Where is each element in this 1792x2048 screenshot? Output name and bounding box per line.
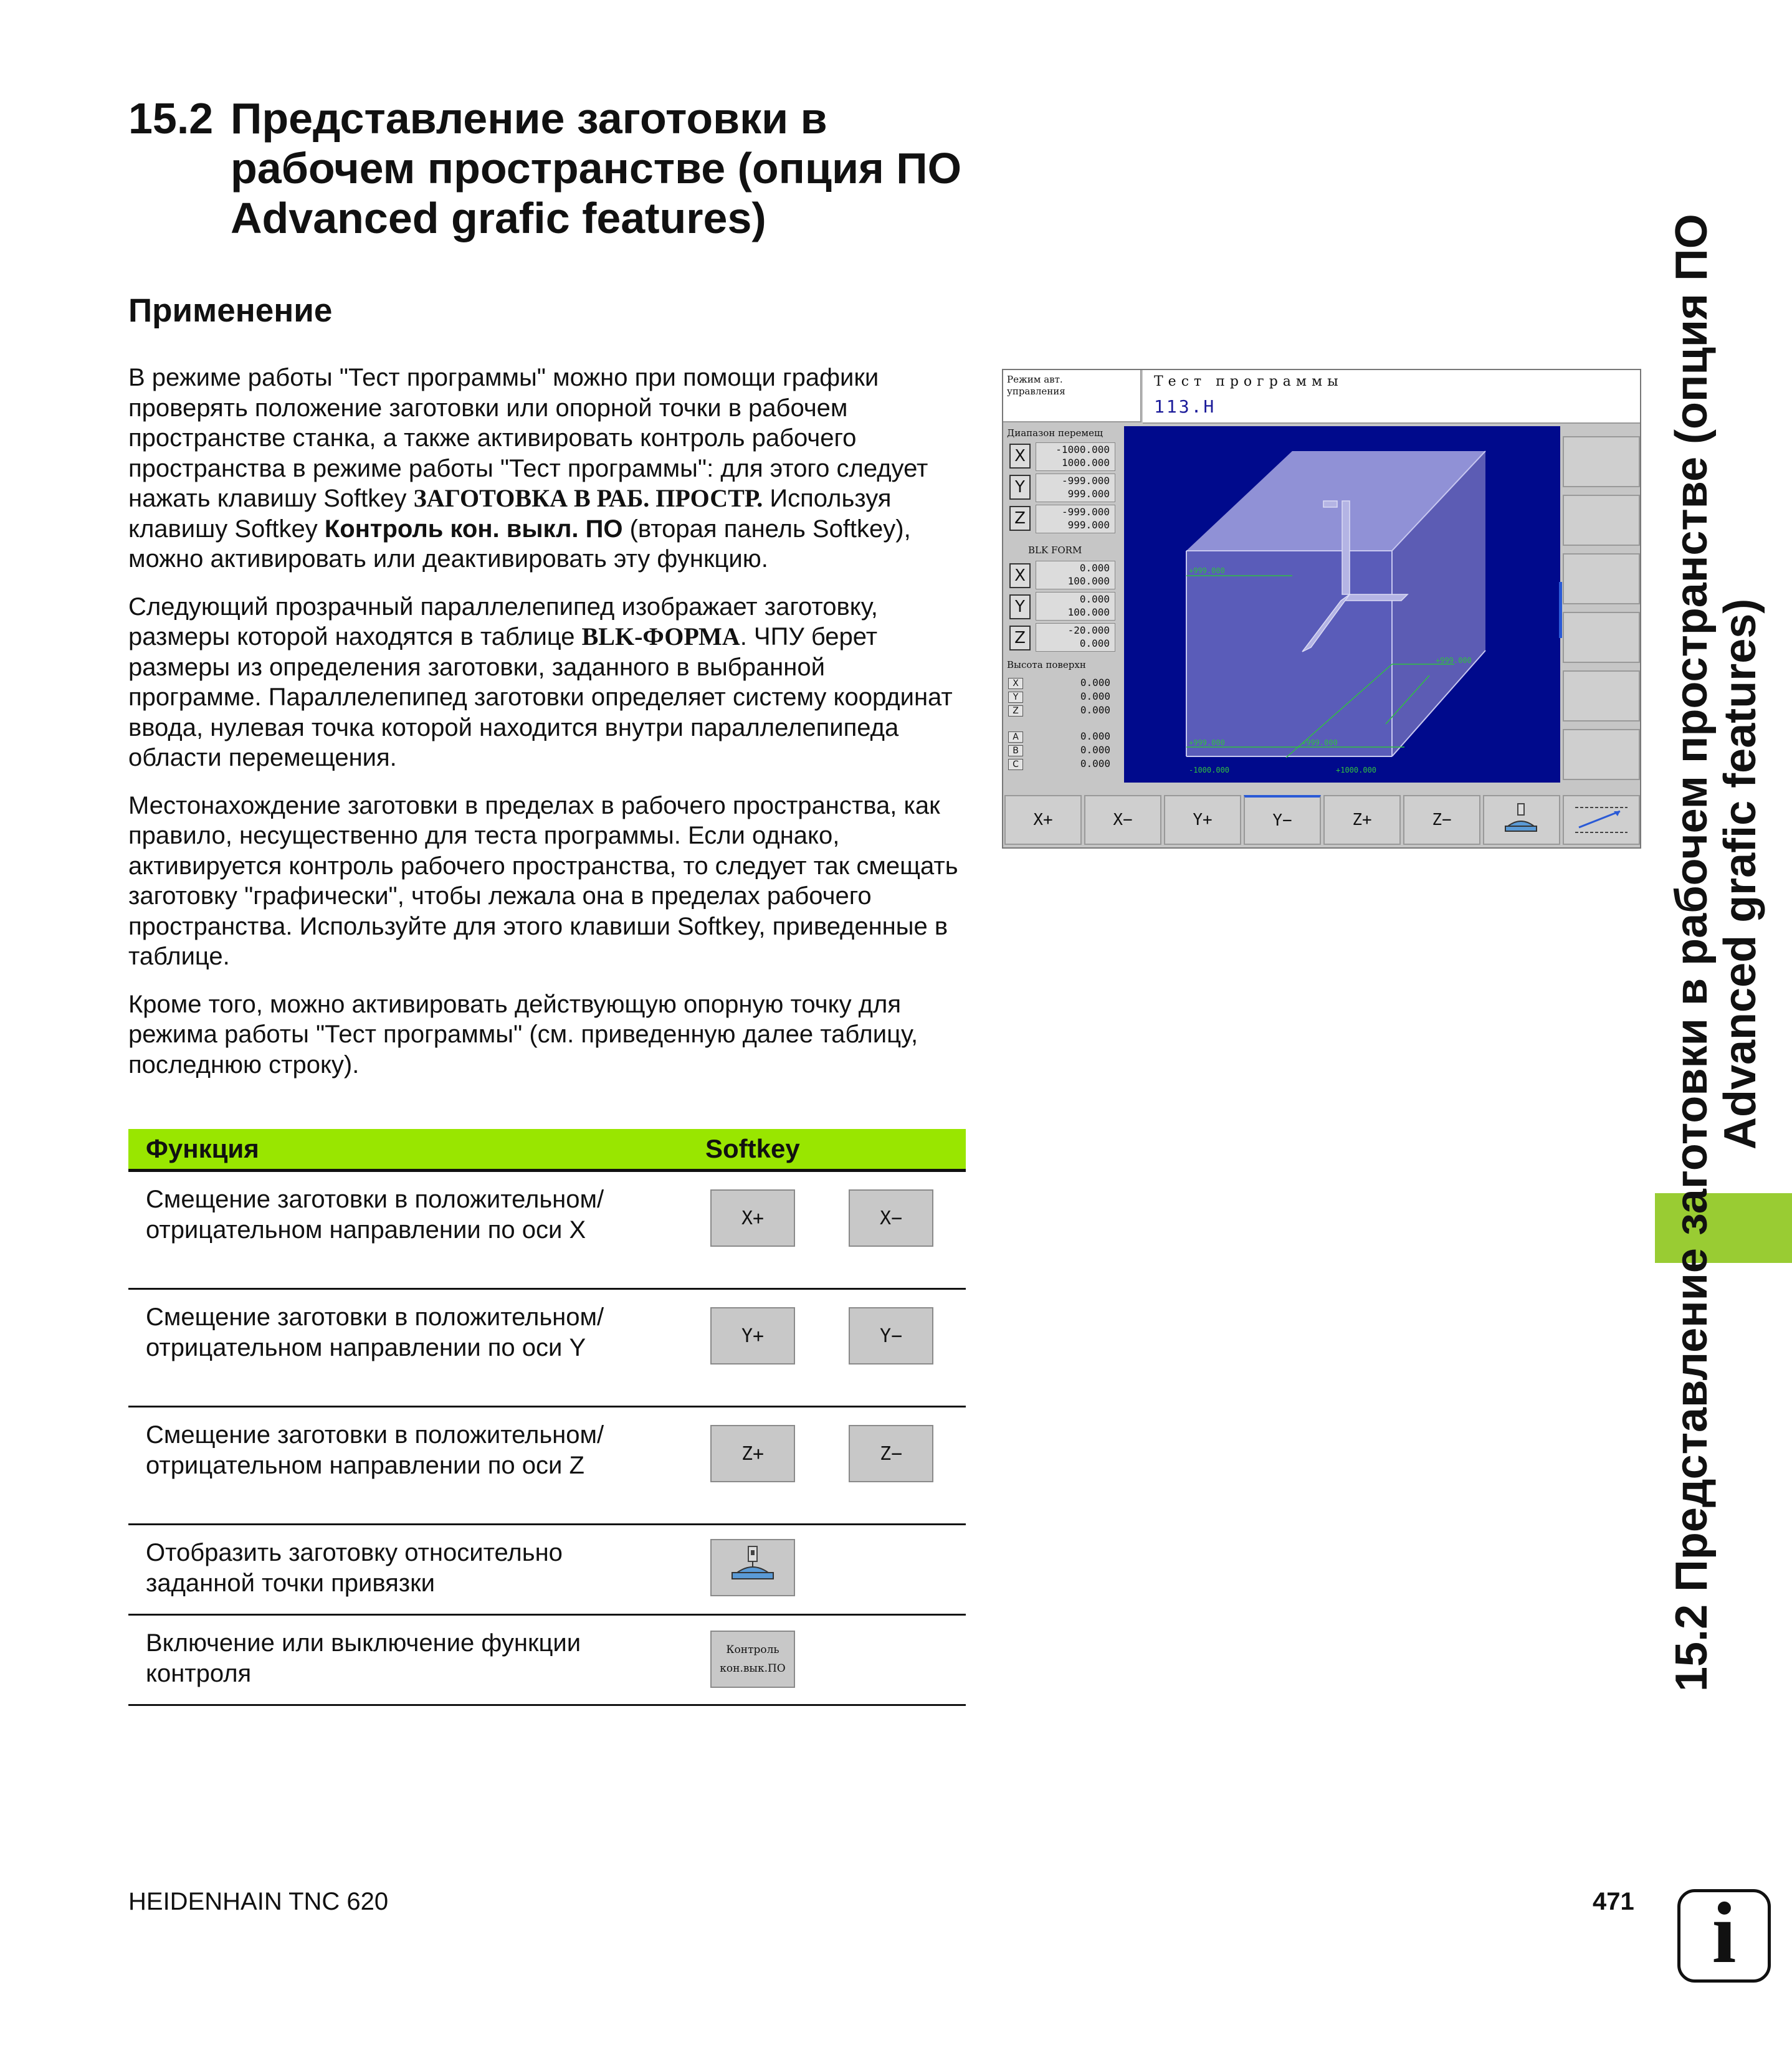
softkey-name-limit-control: Контроль кон. выкл. ПО [324, 515, 623, 543]
workpiece-datum-icon [718, 1543, 787, 1593]
status-panel [1003, 422, 1123, 783]
rot-value: 0.000 [1080, 744, 1110, 756]
gfx-label: +999.000 [1302, 738, 1338, 747]
blk-max: 100.000 [1067, 606, 1110, 618]
workpiece-datum-icon [1497, 801, 1547, 839]
height-axis: Y [1008, 692, 1023, 703]
table-row [128, 1290, 966, 1407]
info-icon-letter: i [1712, 1885, 1737, 1981]
vertical-title-line: 15.2 Представление заготовки в рабочем пространстве (опция ПО [1667, 214, 1717, 1692]
paragraph-2-part: Следующий прозрачный параллелепипед изображает заготовку, размеры которой находятся в таблице [128, 593, 878, 650]
height-label: Высота поверхн [1007, 659, 1086, 670]
body-text [128, 363, 963, 1097]
range-values [1036, 442, 1115, 471]
blk-values [1036, 623, 1115, 652]
side-softkey[interactable] [1563, 670, 1640, 722]
mode-label: Режим авт. [1007, 374, 1063, 385]
paragraph-1-part: Используя клавишу Softkey [128, 485, 892, 543]
side-softkey[interactable] [1563, 436, 1640, 487]
blk-axis: Y [1009, 594, 1031, 619]
softkey-show-reference-point[interactable] [710, 1539, 795, 1596]
screen-softkey-next-bar[interactable] [1563, 795, 1640, 845]
softkey-label-line: кон.вык.ПО [720, 1662, 786, 1675]
column-header-softkey: Softkey [705, 1134, 800, 1163]
rot-value: 0.000 [1080, 758, 1110, 769]
program-name: 113.H [1154, 396, 1216, 417]
softkey-z-minus[interactable]: Z− [849, 1425, 933, 1482]
range-axis: Y [1009, 475, 1031, 500]
range-max: 999.000 [1067, 488, 1110, 500]
screen-title: Тест программы [1154, 374, 1343, 389]
blk-form-term: BLK-ФОРМА [581, 622, 740, 650]
paragraph-2 [128, 592, 963, 773]
workspace-cube-graphic [1124, 426, 1560, 783]
gfx-label: +999.000 [1189, 738, 1225, 747]
info-icon [1677, 1885, 1771, 1983]
softkey-table [128, 1129, 966, 1706]
range-min: -1000.000 [1056, 444, 1110, 455]
range-axis: X [1009, 444, 1031, 469]
blk-axis: X [1009, 563, 1031, 588]
row-text: Включение или выключение функции контроля [146, 1629, 581, 1687]
section-title: Представление заготовки в рабочем пространстве (опция ПО Advanced grafic features) [231, 94, 962, 242]
rot-axis: B [1008, 745, 1023, 756]
screen-softkey-x-plus[interactable]: X+ [1004, 795, 1082, 845]
row-text: Смещение заготовки в положительном/отрицательном направлении по оси X [146, 1186, 604, 1244]
blk-axis: Z [1009, 626, 1031, 650]
table-header [128, 1129, 966, 1172]
blk-min: 0.000 [1079, 593, 1110, 605]
vertical-title-text [1667, 9, 1765, 1692]
vertical-section-title [1661, 0, 1792, 1695]
blk-form-label: BLK FORM [1028, 545, 1082, 556]
blk-values [1036, 592, 1115, 621]
side-softkey[interactable] [1563, 612, 1640, 663]
control-screen [1002, 369, 1641, 849]
paragraph-2-part: . ЧПУ берет размеры из определения заготовки, заданного в выбранной программе. Параллелепипед заготовки определяет систему координат ввода, нулевая точка которой находится внутри параллелепипеда области перемещения. [128, 623, 953, 771]
range-values [1036, 505, 1115, 533]
blk-min: 0.000 [1079, 562, 1110, 574]
subheading: Применение [128, 292, 333, 329]
blk-values [1036, 561, 1115, 589]
screen-softkey-z-minus[interactable]: Z− [1403, 795, 1480, 845]
softkey-name-blank-in-workspace: ЗАГОТОВКА В РАБ. ПРОСТР. [413, 484, 763, 512]
scroll-indicator [1559, 582, 1562, 638]
paragraph-4: Кроме того, можно активировать действующую опорную точку для режима работы "Тест программы" (см. приведенную далее таблицу, последнюю строку). [128, 990, 918, 1079]
footer-manual-name: HEIDENHAIN TNC 620 [128, 1888, 389, 1915]
operating-mode-box [1003, 370, 1141, 422]
paragraph-1-part: (вторая панель Softkey), можно активировать или деактивировать эту функцию. [128, 515, 911, 573]
gfx-label: +1000.000 [1336, 766, 1377, 774]
screen-softkey-y-minus[interactable]: Y− [1244, 795, 1321, 845]
table-row [128, 1172, 966, 1290]
section-number: 15.2 [128, 94, 214, 143]
side-softkey[interactable] [1563, 729, 1640, 780]
screen-softkey-x-minus[interactable]: X− [1084, 795, 1161, 845]
softkey-limit-control[interactable] [710, 1631, 795, 1688]
screen-softkey-y-plus[interactable]: Y+ [1164, 795, 1241, 845]
table-row [128, 1525, 966, 1616]
softkey-x-minus[interactable]: X− [849, 1189, 933, 1247]
screen-softkey-z-plus[interactable]: Z+ [1323, 795, 1401, 845]
row-text: Смещение заготовки в положительном/отрицательном направлении по оси Z [146, 1421, 604, 1479]
range-max: 999.000 [1067, 519, 1110, 531]
screen-softkey-datum[interactable] [1483, 795, 1560, 845]
blk-max: 0.000 [1079, 637, 1110, 649]
workspace-graphic [1124, 426, 1560, 783]
table-row [128, 1616, 966, 1706]
rot-axis: A [1008, 731, 1023, 743]
height-axis: X [1008, 678, 1023, 689]
page-number: 471 [1593, 1888, 1634, 1915]
blk-max: 100.000 [1067, 575, 1110, 587]
table-row [128, 1407, 966, 1525]
softkey-x-plus[interactable]: X+ [710, 1189, 795, 1247]
softkey-label-line: Контроль [726, 1644, 779, 1656]
softkey-bar-switch-icon [1570, 801, 1632, 839]
side-softkey[interactable] [1563, 553, 1640, 604]
height-axis: Z [1008, 705, 1023, 717]
side-softkey[interactable] [1563, 495, 1640, 546]
range-min: -999.000 [1061, 475, 1110, 487]
gfx-label: +999.000 [1189, 566, 1225, 575]
column-header-function: Функция [146, 1134, 259, 1163]
range-values [1036, 474, 1115, 502]
vertical-title-line: Advanced grafic features) [1715, 598, 1765, 1150]
height-value: 0.000 [1080, 704, 1110, 716]
paragraph-1-part: В режиме работы "Тест программы" можно при помощи графики проверять положение заготовки или опорной точки в рабочем пространстве станка, а также активировать контроль рабочего пространства в режиме работы "Тест программы": для этого следует нажать клавишу Softkey [128, 364, 928, 512]
paragraph-1 [128, 363, 963, 574]
blk-min: -20.000 [1067, 624, 1110, 636]
height-value: 0.000 [1080, 690, 1110, 702]
range-max: 1000.000 [1061, 457, 1110, 469]
paragraph-3: Местонахождение заготовки в пределах в рабочего пространства, как правило, несущественно для теста программы. Если однако, активируется контроль рабочего пространства, то следует так смещать заготовку "графически", чтобы лежала она в пределах рабочего пространства. Используйте для этого клавиши Softkey, приведенные в таблице. [128, 791, 958, 970]
softkey-y-plus[interactable]: Y+ [710, 1307, 795, 1365]
mode-label: управления [1007, 386, 1065, 397]
rot-axis: C [1008, 759, 1023, 770]
screen-title-box [1143, 370, 1640, 424]
gfx-label: +999.000 [1436, 656, 1472, 665]
row-text: Отобразить заготовку относительно заданной точки привязки [146, 1539, 563, 1597]
softkey-z-plus[interactable]: Z+ [710, 1425, 795, 1482]
row-text: Смещение заготовки в положительном/отрицательном направлении по оси Y [146, 1303, 604, 1361]
softkey-y-minus[interactable]: Y− [849, 1307, 933, 1365]
gfx-label: -1000.000 [1189, 766, 1230, 774]
range-min: -999.000 [1061, 506, 1110, 518]
range-label: Диапазон перемещ [1007, 427, 1103, 439]
range-axis: Z [1009, 506, 1031, 531]
height-value: 0.000 [1080, 677, 1110, 688]
rot-value: 0.000 [1080, 730, 1110, 742]
